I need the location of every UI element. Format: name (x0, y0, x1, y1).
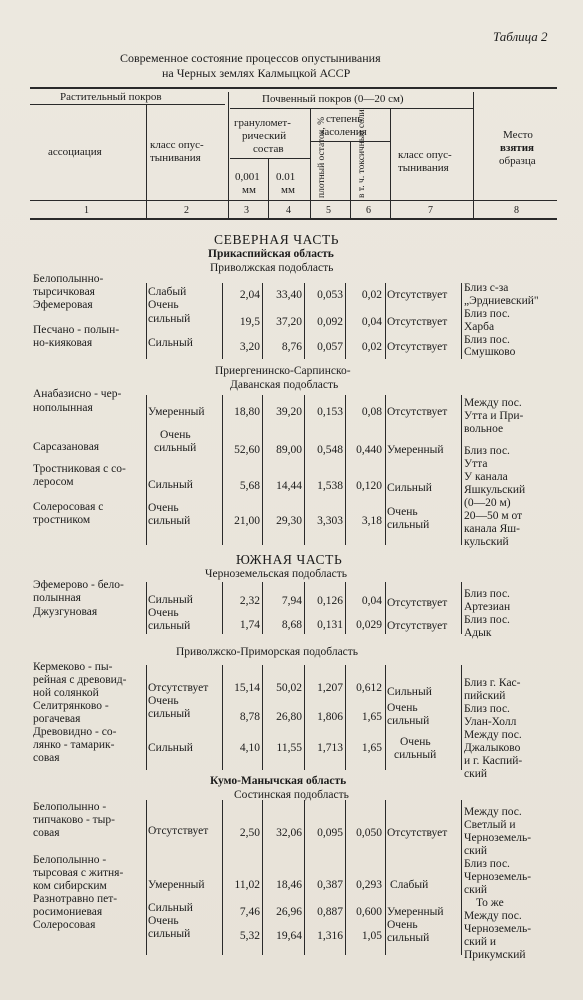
header-size1-b: мм (242, 184, 256, 196)
cell-association: тырсовая с житня- (33, 867, 124, 879)
cell-value: 3,18 (361, 515, 382, 527)
cell-place: Адык (464, 627, 492, 639)
cell-value: 15,14 (234, 682, 260, 694)
cell-value: 8,76 (281, 341, 302, 353)
cell-place: У канала (464, 471, 508, 483)
cell-place: Близ пос. (464, 588, 510, 600)
header-dense-residue: плотный остаток, % (317, 116, 327, 198)
cell-place: Близ пос. (464, 703, 510, 715)
cell-class: сильный (148, 928, 191, 940)
cell-place: Близ пос. (464, 858, 510, 870)
cell-association: совая (33, 752, 60, 764)
table-divider (304, 582, 305, 634)
table-divider (461, 800, 462, 955)
table-divider (385, 395, 386, 545)
cell-value: 19,64 (276, 930, 302, 942)
table-title-line2: на Черных землях Калмыцкой АССР (162, 66, 351, 80)
cell-place: 20—50 м от (464, 510, 523, 522)
cell-value: 5,68 (239, 480, 260, 492)
cell-value: 0,153 (317, 406, 343, 418)
cell-soil-class: Отсутствует (387, 316, 448, 328)
section-chernozem: Черноземельская подобласть (205, 568, 347, 580)
cell-place: Между пос. (464, 910, 522, 922)
cell-value: 14,44 (276, 480, 302, 492)
cell-value: 1,207 (317, 682, 343, 694)
cell-soil-class: Очень (387, 506, 418, 518)
cell-value: 52,60 (234, 444, 260, 456)
cell-value: 11,55 (276, 742, 302, 754)
section-privolzh-primor: Приволжско-Приморская подобласть (176, 646, 359, 658)
cell-value: 39,20 (276, 406, 302, 418)
cell-association: лянко - тамарик- (33, 739, 115, 751)
cell-place: Близ пос. (464, 614, 510, 626)
cell-value: 0,600 (356, 906, 382, 918)
section-priergenin-1: Приергенинско-Сарпинско- (215, 365, 351, 377)
cell-class: Очень (148, 695, 179, 707)
cell-value: 0,095 (317, 827, 343, 839)
cell-soil-class: Очень (387, 919, 418, 931)
cell-soil-class: Сильный (387, 686, 432, 698)
table-divider (146, 283, 147, 359)
cell-class: Слабый (148, 286, 187, 298)
header-bottom-rule (30, 218, 557, 220)
cell-place: Утта и При- (464, 410, 524, 422)
cell-value: 1,538 (317, 480, 343, 492)
cell-soil-class: сильный (387, 519, 430, 531)
cell-place: Близ пос. (464, 308, 510, 320)
table-divider (304, 283, 305, 359)
header-degree-1: степень (326, 113, 363, 125)
header-granulo-1: грануломет- (234, 117, 291, 129)
cell-value: 1,806 (317, 711, 343, 723)
table-divider (146, 582, 147, 634)
section-privolzh: Приволжская подобласть (210, 262, 334, 274)
cell-value: 0,057 (317, 341, 343, 353)
col-num: 8 (514, 205, 519, 216)
cell-place: Близ пос. (464, 445, 510, 457)
cell-value: 0,08 (361, 406, 382, 418)
cell-value: 1,65 (361, 711, 382, 723)
table-divider (222, 582, 223, 634)
cell-class: Сильный (148, 742, 193, 754)
table-title-line1: Современное состояние процессов опустынивания (120, 51, 381, 65)
header-size1-a: 0,001 (235, 171, 260, 183)
cell-place: Черноземель- (464, 923, 532, 935)
cell-association: Белополынно- (33, 273, 104, 285)
cell-class: Отсутствует (148, 682, 209, 694)
table-divider (385, 800, 386, 955)
cell-value: 8,68 (281, 619, 302, 631)
cell-class: сильный (148, 313, 191, 325)
section-kumo: Кумо-Манычская область (210, 775, 347, 787)
header-size2-b: мм (281, 184, 295, 196)
cell-value: 1,713 (317, 742, 343, 754)
cell-class: сильный (148, 620, 191, 632)
cell-soil-class: сильный (387, 715, 430, 727)
cell-value: 0,887 (317, 906, 343, 918)
cell-value: 4,10 (239, 742, 260, 754)
cell-soil-class: Отсутствует (387, 406, 448, 418)
cell-value: 2,50 (239, 827, 260, 839)
header-place-1: Место (503, 129, 533, 141)
cell-association: тырсичковая (33, 286, 95, 298)
cell-value: 33,40 (276, 289, 302, 301)
cell-class: Сильный (148, 902, 193, 914)
cell-soil-class: Очень (400, 736, 431, 748)
cell-association: Эфемерово - бело- (33, 579, 124, 591)
cell-place: Светлый и (464, 819, 516, 831)
table-divider (345, 582, 346, 634)
cell-place: Джалыково (464, 742, 521, 754)
cell-value: 21,00 (234, 515, 260, 527)
header-divider (268, 158, 269, 218)
cell-soil-class: Умеренный (387, 906, 444, 918)
cell-class: Сильный (148, 337, 193, 349)
cell-value: 18,46 (276, 879, 302, 891)
header-divider (473, 92, 474, 218)
cell-association: ной солянкой (33, 687, 99, 699)
section-sostin: Состинская подобласть (234, 789, 349, 801)
cell-class: Отсутствует (148, 825, 209, 837)
cell-value: 19,5 (239, 316, 260, 328)
cell-association: Солеросовая с (33, 501, 104, 513)
header-rule (30, 200, 557, 201)
cell-value: 2,32 (239, 595, 260, 607)
table-divider (304, 800, 305, 955)
cell-soil-class: Очень (387, 702, 418, 714)
cell-class: Очень (160, 429, 191, 441)
cell-association: рейная с древовид- (33, 674, 127, 686)
cell-soil-class: Отсутствует (387, 597, 448, 609)
cell-value: 0,126 (317, 595, 343, 607)
cell-association: Солеросовая (33, 919, 96, 931)
cell-association: совая (33, 827, 60, 839)
cell-place: Харба (464, 321, 495, 333)
header-divider (228, 92, 229, 218)
col-num: 7 (428, 205, 433, 216)
table-divider (385, 283, 386, 359)
granulo-underline (230, 158, 310, 159)
col-num: 3 (244, 205, 249, 216)
cell-soil-class: Отсутствует (387, 341, 448, 353)
cell-value: 8,78 (239, 711, 260, 723)
cell-association: Сарсазановая (33, 441, 100, 453)
cell-soil-class: Отсутствует (387, 289, 448, 301)
cell-place: Между пос. (464, 397, 522, 409)
table-divider (385, 665, 386, 770)
table-divider (222, 395, 223, 545)
header-divider (146, 104, 147, 218)
table-divider (345, 800, 346, 955)
cell-value: 0,293 (356, 879, 382, 891)
cell-place: „Эрдниевский" (464, 295, 539, 307)
table-divider (461, 665, 462, 770)
cell-value: 1,65 (361, 742, 382, 754)
table-divider (262, 283, 263, 359)
cell-value: 1,74 (239, 619, 260, 631)
col-num: 5 (326, 205, 331, 216)
col-num: 1 (84, 205, 89, 216)
cell-soil-class: сильный (387, 932, 430, 944)
cell-class: сильный (154, 442, 197, 454)
cell-place: Утта (464, 458, 488, 470)
table-divider (262, 665, 263, 770)
cell-soil-class: Сильный (387, 482, 432, 494)
header-soil-class-2: тынивания (398, 162, 449, 174)
header-place-2: взятия (500, 142, 535, 154)
cell-association: но-кияковая (33, 337, 93, 349)
table-divider (222, 283, 223, 359)
table-divider (222, 800, 223, 955)
table-divider (262, 800, 263, 955)
cell-place: Между пос. (464, 806, 522, 818)
cell-place: пийский (464, 690, 506, 702)
cell-value: 37,20 (276, 316, 302, 328)
cell-place: Между пос. (464, 729, 522, 741)
table-divider (345, 283, 346, 359)
cell-association: Песчано - полын- (33, 324, 120, 336)
table-divider (461, 582, 462, 634)
col-num: 2 (184, 205, 189, 216)
cell-value: 11,02 (234, 879, 260, 891)
cell-value: 0,092 (317, 316, 343, 328)
cell-class: Умеренный (148, 879, 205, 891)
cell-value: 0,053 (317, 289, 343, 301)
header-veg-cover: Растительный покров (60, 91, 162, 103)
cell-place: Яшкульский (464, 484, 526, 496)
cell-association: рогачевая (33, 713, 81, 725)
cell-place: Близ г. Кас- (464, 677, 521, 689)
header-top-rule (30, 87, 557, 89)
table-divider (345, 665, 346, 770)
table-divider (262, 395, 263, 545)
header-soil-cover: Почвенный покров (0—20 см) (262, 93, 404, 105)
cell-value: 7,94 (281, 595, 302, 607)
cell-class: Очень (148, 299, 179, 311)
table-divider (304, 665, 305, 770)
col-num: 6 (366, 205, 371, 216)
cell-place: и г. Каспий- (464, 755, 523, 767)
cell-value: 50,02 (276, 682, 302, 694)
cell-value: 0,131 (317, 619, 343, 631)
soil-underline (230, 108, 473, 109)
cell-class: сильный (148, 708, 191, 720)
cell-class: Сильный (148, 479, 193, 491)
cell-association: Белополынно - (33, 854, 107, 866)
header-class-desert-2: тынивания (150, 152, 201, 164)
table-divider (146, 395, 147, 545)
cell-value: 0,120 (356, 480, 382, 492)
cell-place: ский (464, 845, 487, 857)
table-divider (146, 665, 147, 770)
header-size2-a: 0.01 (276, 171, 296, 183)
cell-place: кульский (464, 536, 509, 548)
cell-place: ский (464, 884, 487, 896)
cell-value: 29,30 (276, 515, 302, 527)
cell-association: полынная (33, 592, 81, 604)
cell-association: Джузгуновая (33, 606, 98, 618)
cell-value: 0,548 (317, 444, 343, 456)
header-divider (350, 141, 351, 218)
cell-association: типчаково - тыр- (33, 814, 115, 826)
cell-association: Разнотравно пет- (33, 893, 118, 905)
table-divider (146, 800, 147, 955)
cell-soil-class: Умеренный (387, 444, 444, 456)
cell-association: Тростниковая с со- (33, 463, 126, 475)
cell-association: Древовидно - со- (33, 726, 117, 738)
cell-value: 0,04 (361, 316, 382, 328)
cell-place: Артезиан (464, 601, 511, 613)
cell-class: Сильный (148, 594, 193, 606)
header-association: ассоциация (48, 146, 102, 158)
cell-association: Эфемеровая (33, 299, 93, 311)
header-soil-class-1: класс опус- (398, 149, 452, 161)
table-label: Таблица 2 (493, 29, 548, 44)
cell-place: Смушково (464, 346, 516, 358)
cell-value: 18,80 (234, 406, 260, 418)
cell-place: (0—20 м) (464, 497, 511, 509)
table-divider (345, 395, 346, 545)
cell-soil-class: Отсутствует (387, 827, 448, 839)
cell-place: То же (476, 897, 504, 909)
cell-class: Очень (148, 607, 179, 619)
cell-value: 7,46 (239, 906, 260, 918)
cell-place: ский и (464, 936, 497, 948)
cell-class: сильный (148, 515, 191, 527)
cell-association: Анабазисно - чер- (33, 388, 122, 400)
cell-association: тростником (33, 514, 91, 526)
cell-value: 1,316 (317, 930, 343, 942)
cell-class: Очень (148, 915, 179, 927)
cell-place: Черноземель- (464, 871, 532, 883)
header-degree-2: засоления (320, 126, 367, 138)
cell-value: 0,02 (361, 289, 382, 301)
cell-value: 3,20 (239, 341, 260, 353)
cell-value: 32,06 (276, 827, 302, 839)
cell-place: Близ пос. (464, 334, 510, 346)
header-granulo-2: рический (242, 130, 287, 142)
cell-value: 0,029 (356, 619, 382, 631)
cell-value: 26,80 (276, 711, 302, 723)
header-granulo-3: состав (253, 143, 284, 155)
cell-value: 0,387 (317, 879, 343, 891)
cell-value: 3,303 (317, 515, 343, 527)
cell-value: 89,00 (276, 444, 302, 456)
header-divider (310, 108, 311, 218)
cell-soil-class: Отсутствует (387, 620, 448, 632)
cell-value: 5,32 (239, 930, 260, 942)
cell-soil-class: Слабый (390, 879, 429, 891)
table-divider (461, 395, 462, 545)
header-toxic-salts: в т. ч. токсичные соли (357, 109, 367, 198)
cell-value: 2,04 (239, 289, 260, 301)
cell-class: Очень (148, 502, 179, 514)
table-divider (385, 582, 386, 634)
col-num: 4 (286, 205, 291, 216)
section-pricaspian: Прикаспийская область (208, 248, 334, 260)
cell-place: Улан-Холл (464, 716, 517, 728)
table-divider (461, 283, 462, 359)
cell-value: 0,440 (356, 444, 382, 456)
cell-soil-class: сильный (394, 749, 437, 761)
header-divider (390, 108, 391, 218)
section-north: СЕВЕРНАЯ ЧАСТЬ (214, 232, 340, 247)
veg-underline (30, 104, 225, 105)
cell-value: 0,612 (356, 682, 382, 694)
cell-association: Селитрянково - (33, 700, 109, 712)
cell-association: ком сибирским (33, 880, 107, 892)
cell-value: 0,02 (361, 341, 382, 353)
cell-value: 0,050 (356, 827, 382, 839)
cell-value: 0,04 (361, 595, 382, 607)
cell-place: Черноземель- (464, 832, 532, 844)
cell-association: нополынная (33, 402, 93, 414)
header-place-3: образца (499, 155, 536, 167)
cell-association: росимониевая (33, 906, 103, 918)
cell-value: 1,05 (361, 930, 382, 942)
cell-value: 26,96 (276, 906, 302, 918)
cell-place: Прикумский (464, 949, 526, 961)
cell-association: леросом (33, 476, 74, 488)
table-divider (222, 665, 223, 770)
header-class-desert-1: класс опус- (150, 139, 204, 151)
cell-place: ский (464, 768, 487, 780)
cell-association: Белополынно - (33, 801, 107, 813)
cell-place: канала Яш- (464, 523, 520, 535)
cell-place: Близ с-за (464, 282, 509, 294)
table-divider (262, 582, 263, 634)
cell-association: Кермеково - пы- (33, 661, 113, 673)
cell-class: Умеренный (148, 406, 205, 418)
cell-place: вольное (464, 423, 504, 435)
table-divider (304, 395, 305, 545)
section-priergenin-2: Даванская подобласть (230, 379, 339, 391)
section-south: ЮЖНАЯ ЧАСТЬ (236, 552, 343, 567)
